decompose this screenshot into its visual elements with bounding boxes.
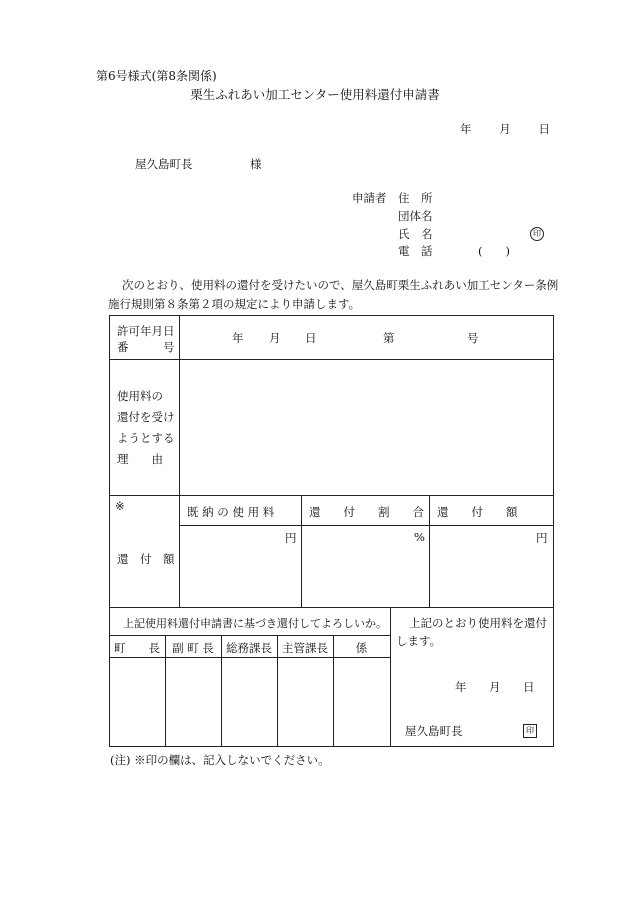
notice-line-1: 上記のとおり使用料を還付 xyxy=(409,616,547,630)
phone-label: 電 話 xyxy=(398,244,433,258)
refund-amount-header: 還 付 額 xyxy=(437,505,518,519)
application-date xyxy=(460,121,550,137)
reason-label-line-1: 使用料の xyxy=(117,389,163,403)
name-label: 氏 名 xyxy=(398,227,433,241)
footnote: (注) ※印の欄は、記入しないでください。 xyxy=(110,753,330,767)
role-staff: 係 xyxy=(355,641,368,655)
role-deputy-mayor: 副 町 長 xyxy=(172,641,214,655)
date-day: 日 xyxy=(538,122,550,136)
request-paragraph xyxy=(108,276,563,314)
address-label: 住 所 xyxy=(398,191,433,205)
date-year: 年 xyxy=(460,122,472,136)
applicant-seal-icon: 印 xyxy=(530,227,544,241)
refund-amount-unit: 円 xyxy=(536,531,548,545)
notice-line-2: します。 xyxy=(396,634,442,648)
refund-ratio-unit: % xyxy=(414,530,425,544)
role-general-affairs-chief: 総務課長 xyxy=(226,641,272,655)
date-month: 月 xyxy=(499,122,511,136)
role-mayor: 町 長 xyxy=(114,641,160,655)
permit-day: 日 xyxy=(305,331,317,345)
permit-no-suffix: 号 xyxy=(467,331,479,345)
addressee: 屋久島町長 xyxy=(135,157,193,171)
permit-number-label: 番 号 xyxy=(117,340,175,354)
refund-ratio-header: 還 付 割 合 xyxy=(309,505,424,519)
group-name-label: 団体名 xyxy=(398,209,433,223)
paragraph-line-1: 次のとおり、使用料の還付を受けたいので、屋久島町栗生ふれあい加工センター条例 xyxy=(122,278,559,292)
role-dept-chief: 主管課長 xyxy=(282,641,328,655)
reason-label-line-3: ようとする xyxy=(117,431,175,445)
notice-month: 月 xyxy=(489,680,501,694)
reason-label-line-2: 還付を受け xyxy=(117,410,175,424)
permit-date-label: 許可年月日 xyxy=(117,324,175,338)
paragraph-line-2: 施行規則第８条第２項の規定により申請します。 xyxy=(108,297,361,311)
permit-no-prefix: 第 xyxy=(383,331,395,345)
form-number: 第6号様式(第8条関係) xyxy=(96,69,217,83)
notice-signer: 屋久島町長 xyxy=(405,724,463,738)
addressee-suffix: 様 xyxy=(250,157,262,171)
phone-parentheses: ( ) xyxy=(478,244,510,258)
mayor-seal-icon: 印 xyxy=(523,724,537,738)
asterisk-mark: ※ xyxy=(115,499,125,513)
notice-day: 日 xyxy=(523,680,535,694)
approval-question: 上記使用料還付申請書に基づき還付してよろしいか。 xyxy=(123,617,387,630)
paid-fee-unit: 円 xyxy=(285,531,297,545)
reason-label-line-4: 理 由 xyxy=(117,452,163,466)
permit-year: 年 xyxy=(232,331,244,345)
refund-amount-row-label: 還 付 額 xyxy=(117,552,175,566)
page-title: 栗生ふれあい加工センター使用料還付申請書 xyxy=(190,87,440,102)
permit-month: 月 xyxy=(269,331,281,345)
application-table xyxy=(109,315,554,747)
paid-fee-header: 既 納 の 使 用 料 xyxy=(187,505,275,519)
applicant-label: 申請者 xyxy=(352,191,387,205)
notice-year: 年 xyxy=(455,680,467,694)
